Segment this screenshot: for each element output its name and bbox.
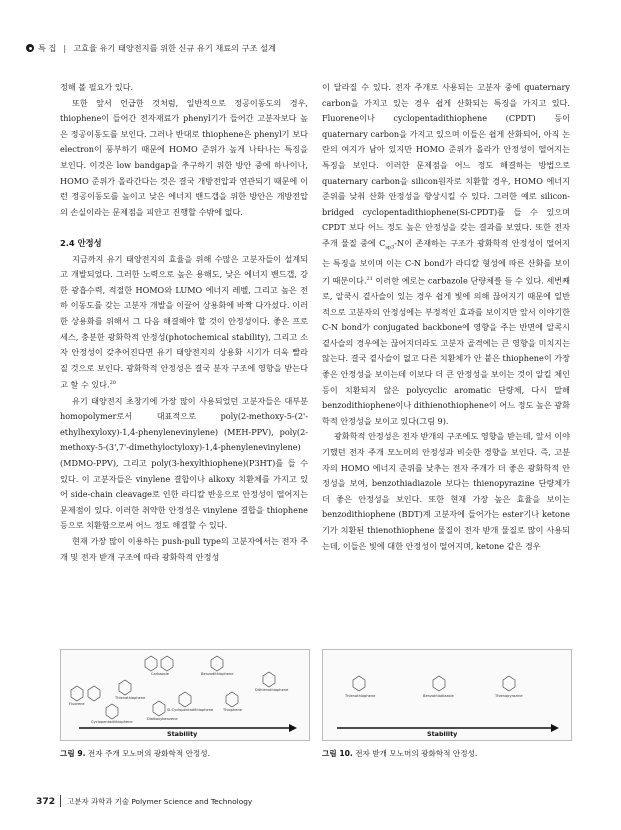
figure-10-caption	[322, 748, 477, 759]
left-column	[60, 80, 308, 565]
page-number: 372	[36, 795, 56, 807]
section-bullet-icon	[26, 44, 34, 52]
right-paragraph-2: 광화학적 안정성은 전자 받개의 구조에도 영향을 받는데, 앞서 이야기했던 전자 주개 모노머의 안정성과 비슷한 경향을 보인다. 즉, 고분자의 HOMO 에너지 준위를 낮추는 전자 주개가 더 좋은 광화학적 안정성을 보여, benzothiadiazole 보다는 thienopyrazine 단량체가 더 좋은 안정성을 보인다. 또한 현재 가장 높은 효율을 보이는 benzodithiophene (BDT)계 고분자에 들어가는 ester기나 ketone기가 치환된 thienothiophene 물질이 전자 받개 물질로 많이 사용되는데, 이들은 빛에 대한 안정성이 떨어지며, ketone 같은 경우	[322, 431, 570, 551]
left-paragraph-3-text: 지금까지 유기 태양전지의 효율을 위해 수많은 고분자들이 설계되고 개발되었다. 그러한 노력으로 높은 용해도, 낮은 에너지 밴드갭, 강한 광흡수력, 적절한 HOMO와 LUMO 에너지 레벨, 그리고 높은 전하 이동도를 갖는 고분자 개발을 이끌어 상용화에 바짝 다가섰다. 이러한 상용화를 위해서 그 다음 해결해야 할 것이 안정성이다. 좋은 프로세스, 충분한 광화학적 안정성(photochemical stability), 그리고 소자 안정성이 갖추어진다면 유기 태양전지의 상용화 시기가 더욱 빨라질 것으로 보인다. 광화학적 안정성은 결국 분자 구조에 영향을 받는다고 할 수 있다.	[60, 253, 308, 390]
carbazole-ring	[145, 656, 157, 671]
left-paragraph-1: 정해 볼 필요가 있다.	[60, 82, 134, 92]
thienothiophene-ring-a	[119, 680, 131, 695]
reference-21: 21	[366, 275, 373, 282]
figure-9-caption-number: 그림 9.	[60, 749, 86, 758]
right-column	[322, 80, 570, 554]
right-paragraph-1	[322, 80, 570, 429]
fluorene-ring-a	[71, 686, 83, 701]
figure-9	[60, 649, 310, 741]
thiophene-ring	[226, 692, 238, 707]
carbazole-ring-b	[161, 656, 173, 671]
label-carbazole: Carbazole	[151, 672, 169, 676]
figure-10-caption-text: 전자 받개 모노머의 광화학적 안정성.	[355, 749, 478, 758]
figure-10	[322, 649, 572, 741]
figure-9-caption	[60, 748, 210, 759]
right-paragraph-1-end: 이러한 예로는 carbazole 단량체를 들 수 있다. 세번째로, 알쿡시 곁사슬이 있는 경우 쉽게 빛에 의해 끊어지기 때문에 일반적으로 고분자의 안정성에는 부정적인 효과를 보이지만 앞서 이야기한 C-N bond가 conjugated backbone에 영향을 주는 반면에 알콕시 곁사슬의 경우에는 끊어지더라도 고분자 골격에는 큰 영향을 미치지는 않는다. 결국 곁사슬이 없고 다른 치환체가 안 붙은 thiophene이 가장 좋은 안정성을 보이는데 이보다 더 큰 안정성을 보이는 것이 알킬 체인 등이 치환되지 않은 polycyclic aromatic 단량체, 다시 말해 benzodithiophene이나 dithienothiophene이 어느 정도 높은 광화학적 안정성을 보이고 있다(그림 9).	[322, 275, 570, 426]
reference-20: 20	[109, 380, 116, 387]
header-separator: |	[63, 43, 67, 53]
dialkoxybenzene-ring	[153, 701, 165, 716]
thienopyrazine-ring	[503, 676, 515, 691]
label-fluorene: Fluorene	[69, 702, 85, 706]
section-heading-stability: 2.4 안정성	[60, 237, 102, 248]
right-paragraph-1-text: 이 달라질 수 있다. 전자 주개로 사용되는 고분자 중에 quaternary carbon을 가지고 있는 경우 쉽게 산화되는 특징을 가지고 있다. Fluorene이나 cyclopentadithiophene (CPDT) 등이 quaternary carbon을 가지고 있으며 이들은 쉽게 산화되어, 아직 논란의 여지가 남아 있지만 HOMO 준위가 올라가 안정성이 떨어지는 특징을 보인다. 이러한 문제점을 어느 정도 해결하는 방법으로 quaternary carbon을 silicon원자로 치환할 경우, HOMO 에너지 준위를 낮춰 산화 안정성을 향상시킬 수 있다. 그러한 예로 silicon-bridged cyclopentadithiophene(Si-CPDT)를 들 수 있으며 CPDT 보다 어느 정도 높은 안정성을 갖는 결과를 보였다. 또한 전자 주개 물질 중에 C	[322, 82, 570, 248]
right-paragraph-1-tail: -N이 존재하는 구조가 광화학적 안정성이 떨어지는 특징을 보이며 이는 C-N bond가 라디칼 형성에 따른 산화를 보이기 때문이다.	[322, 237, 570, 286]
header-section: 특 집	[38, 42, 57, 53]
left-paragraph-4: 유기 태양전지 초창기에 가장 많이 사용되었던 고분자들은 대부분 homopolymer로서 대표적으로 poly(2-methoxy-5-(2'-ethylhexyloxy)-1,4-phenylenevinylene) (MEH-PPV), poly(2-methoxy-5-(3',7'-dimethyloctyloxy)-1,4-phenylenevinylene)(MDMO-PPV), 그리고 poly(3-hexylthiophene)(P3HT)를 들 수 있다. 이 고분자들은 vinylene 결합이나 alkoxy 치환체를 가지고 있어 side-chain cleavage로 인한 라디칼 반응으로 안정성이 떨어지는 문제점이 있다. 이러한 취약한 안정성은 vinylene 결합을 thiophene 등으로 치환함으로써 어느 정도 해결할 수 있다.	[60, 395, 308, 531]
sp3-subscript: sp3	[385, 244, 395, 251]
label-dithienothiophene: Dithienothiophene	[255, 688, 289, 692]
label-benzodithiophene: Benzodithiophene	[201, 672, 234, 676]
stability-arrow-head-icon-10	[551, 724, 559, 732]
label-acceptor-thienothiophene: Thienothiophene	[345, 694, 376, 698]
left-paragraph-2: 또한 앞서 언급한 것처럼, 일반적으로 정공이동도의 경우, thiophene이 들어간 전자재료가 phenyl기가 들어간 고분자보다 높은 정공이동도를 보인다. 그러나 반대로 thiophene은 phenyl기 보다 electron이 풍부하기 때문에 HOMO 준위가 높게 나타나는 특징을 보인다. 이것은 low bandgap을 추구하기 위한 방안 중에 하나이나, HOMO 준위가 올라간다는 것은 결국 개방전압과 연관되기 때문에 이런 정공이동도를 높이고 낮은 에너지 밴드갭을 위한 방안은 개방전압의 손실이라는 문제점을 피안고 진행할 수밖에 없다.	[60, 97, 308, 217]
left-paragraph-5: 현재 가장 많이 이용하는 push-pull type의 고분자에서는 전자 주개 및 전자 받개 구조에 따라 광화학적 안정성	[60, 535, 308, 562]
footer-divider	[60, 795, 61, 807]
journal-name: 고분자 과학과 기술 Polymer Science and Technology	[67, 796, 253, 806]
figure-10-caption-number: 그림 10.	[322, 749, 353, 758]
fluorene-ring-b	[88, 686, 100, 701]
label-cyclopentadithiophene: Cyclopentadithiophene	[91, 720, 133, 724]
figure-10-stability-label: Stability	[427, 730, 458, 738]
header-title: 고효율 유기 태양전지를 위한 신규 유기 재료의 구조 설계	[73, 42, 276, 53]
label-dialkoxybenzene: Dialkoxybenzene	[147, 717, 178, 721]
si-cpdt-ring	[179, 692, 191, 707]
benzodithiophene-ring	[211, 656, 223, 671]
label-si-cyclopentadithiophene: Si-Cyclopentadithiophene	[167, 708, 214, 712]
figure-9-structures	[61, 650, 309, 740]
page-header	[26, 40, 596, 56]
label-thienopyrazine: Thienopyrazine	[495, 694, 523, 698]
page-footer	[36, 795, 252, 807]
label-benzothiadiazole: Benzothiadiazole	[423, 694, 454, 698]
stability-arrow-head-icon	[289, 724, 297, 732]
figure-9-stability-label: Stability	[167, 730, 198, 738]
acceptor-thienothiophene-ring	[353, 676, 365, 691]
label-thiophene: Thiophene	[223, 708, 242, 712]
left-paragraph-3	[60, 252, 308, 394]
figure-9-caption-text: 전자 주개 모노머의 광화학적 안정성.	[87, 749, 211, 758]
dithienothiophene-ring	[263, 672, 275, 687]
cpdt-ring	[106, 704, 118, 719]
benzothiadiazole-ring	[433, 676, 445, 691]
label-thienothiophene: Thienothiophene	[115, 696, 146, 700]
